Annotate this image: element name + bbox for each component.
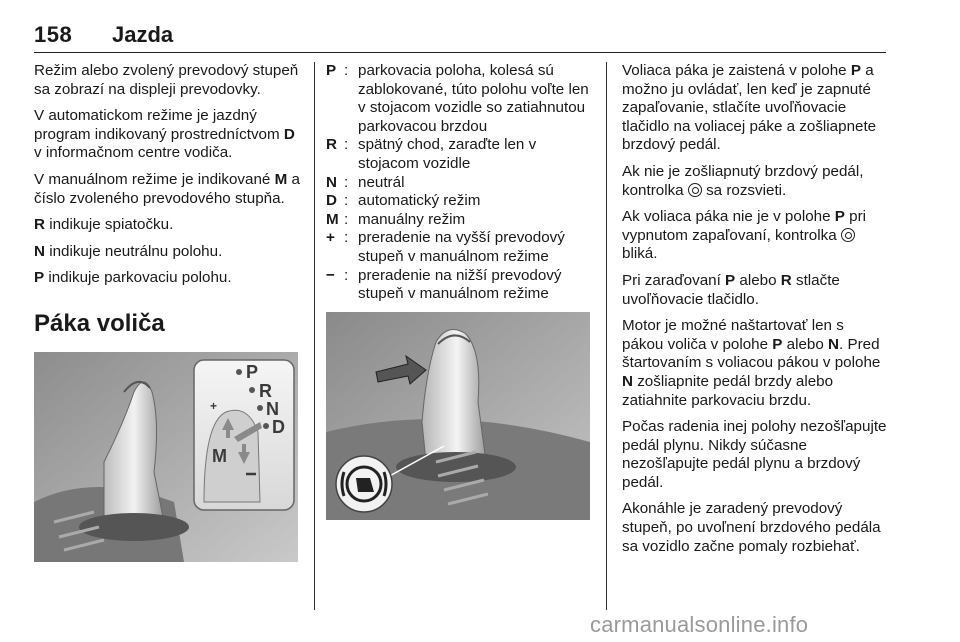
release-button-drawing	[326, 312, 590, 520]
text: pri vypnutom zapaľovaní, kontrolka	[622, 208, 867, 244]
column-2	[326, 62, 594, 520]
release-button-illustration	[326, 312, 590, 520]
text: Ak voliaca páka nie je v polohe	[622, 208, 835, 226]
text: v informačnom centre vodiča.	[34, 144, 233, 162]
definition-key: M	[326, 210, 339, 228]
paragraph-lamp-on	[622, 163, 888, 200]
definition-row-minus	[326, 267, 594, 304]
text: Pri zaraďovaní	[622, 271, 726, 289]
definition-separator: :	[344, 173, 349, 191]
gate-letter-n: N	[266, 398, 279, 419]
definition-text: preradenie na vyšší prevodový stupeň v manuálnom režime	[358, 229, 565, 265]
column-3	[622, 62, 888, 564]
bold-p: P	[772, 335, 783, 353]
bold-p: P	[725, 271, 736, 289]
bold-m: M	[274, 170, 288, 188]
paragraph-n	[34, 243, 306, 262]
bold-p: P	[34, 269, 45, 287]
gate-letter-d: D	[272, 416, 285, 437]
text: stlačte uvoľňovacie tlačidlo.	[622, 271, 840, 308]
definition-text: parkovacia poloha, kolesá sú zablokované, túto polohu voľte len v stojacom vozidle so zatiahnutou parkovacou brzdou	[358, 62, 589, 135]
text: alebo	[735, 271, 781, 289]
definition-text: preradenie na nižší prevodový stupeň v manuálnom režime	[358, 266, 562, 303]
paragraph-creep: Akonáhle je zaradený prevodový stupeň, po uvoľnení brzdového pedála sa vozidlo začne pomaly rozbiehať.	[622, 500, 881, 555]
text: Motor je možné naštartovať len s pákou voliča v polohe	[622, 317, 844, 353]
bold-n: N	[34, 242, 45, 260]
gate-letter-r: R	[259, 380, 272, 401]
paragraph-auto-mode	[34, 107, 306, 163]
gate-letter-m: M	[212, 445, 227, 466]
indicator-lamp-icon	[841, 228, 855, 242]
paragraph-accelerator: Počas radenia inej polohy nezošľapujte pedál plynu. Nikdy súčasne nezošľapujte pedál plynu a brzdový pedál.	[622, 418, 887, 491]
section-heading: Páka voliča	[34, 309, 165, 337]
definition-key: +	[326, 229, 335, 247]
text: sa rozsvieti.	[701, 181, 787, 199]
text: V automatickom režime je jazdný program indikovaný prostredníctvom	[34, 107, 284, 143]
bold-d: D	[283, 125, 295, 143]
text: a číslo zvoleného prevodového stupňa.	[34, 170, 300, 207]
text: a možno ju ovládať, len keď je zapnuté zapaľovanie, stlačíte uvoľňovacie tlačidlo na voliacej páke a zošliapnete brzdový pedál.	[622, 62, 877, 154]
bold-r: R	[780, 271, 792, 289]
selector-lever-illustration	[34, 352, 298, 562]
definition-row-m	[326, 211, 594, 230]
text: Ak nie je zošliapnutý brzdový pedál, kontrolka	[622, 162, 864, 199]
page-number: 158	[34, 22, 73, 47]
watermark: carmanualsonline.info	[590, 612, 809, 637]
definition-text: manuálny režim	[358, 210, 466, 228]
text: . Pred štartovaním s voliacou pákou v polohe	[622, 335, 881, 372]
header-rule	[34, 52, 886, 53]
bold-p: P	[850, 62, 861, 79]
bold-n: N	[828, 335, 840, 353]
definition-key: R	[326, 136, 337, 154]
indicator-lamp-icon	[688, 183, 702, 197]
column-divider-2	[606, 62, 607, 610]
paragraph-lever-lock	[622, 62, 888, 155]
definition-key: N	[326, 173, 337, 191]
gate-letter-p: P	[246, 361, 259, 382]
definition-text: neutrál	[358, 173, 405, 191]
definition-separator: :	[344, 136, 349, 154]
definition-row-p	[326, 62, 594, 136]
definition-row-r	[326, 136, 594, 173]
text: indikuje parkovaciu polohu.	[44, 269, 232, 287]
definition-separator: :	[344, 229, 349, 247]
bold-r: R	[34, 216, 45, 234]
paragraph-r	[34, 216, 306, 235]
text: V manuálnom režime je indikované	[34, 170, 275, 188]
text: bliká.	[622, 245, 658, 263]
selector-lever-drawing	[34, 352, 298, 562]
paragraph-p	[34, 269, 306, 288]
text: alebo	[782, 335, 829, 353]
definition-text: automatický režim	[358, 192, 481, 210]
text: zošliapnite pedál brzdy alebo zatiahnite parkovaciu brzdu.	[622, 372, 834, 409]
definition-separator: :	[344, 62, 349, 79]
definition-row-d	[326, 192, 594, 211]
paragraph-manual-mode	[34, 171, 306, 208]
column-divider-1	[314, 62, 315, 610]
bold-n: N	[622, 372, 633, 390]
text: indikuje spiatočku.	[44, 216, 174, 234]
gear-definition-list	[326, 62, 594, 304]
definition-key: −	[326, 266, 335, 284]
text: indikuje neutrálnu polohu.	[44, 242, 223, 260]
paragraph-release-button	[622, 272, 888, 309]
paragraph-lamp-flashes	[622, 208, 888, 264]
definition-separator: :	[344, 210, 349, 228]
definition-separator: :	[344, 192, 349, 210]
section-title: Jazda	[112, 22, 174, 47]
paragraph-display: Režim alebo zvolený prevodový stupeň sa zobrazí na displeji prevodovky.	[34, 62, 299, 98]
definition-separator: :	[344, 266, 349, 284]
bold-p: P	[834, 208, 845, 226]
page-header	[34, 22, 886, 52]
definition-key: P	[326, 62, 337, 79]
definition-row-n	[326, 174, 594, 193]
definition-row-plus	[326, 229, 594, 266]
text: Voliaca páka je zaistená v polohe	[622, 62, 851, 79]
definition-key: D	[326, 192, 337, 210]
column-1	[34, 62, 306, 562]
paragraph-engine-start	[622, 317, 888, 410]
definition-text: spätný chod, zaraďte len v stojacom vozidle	[358, 136, 537, 172]
plus-sign: +	[210, 398, 218, 413]
